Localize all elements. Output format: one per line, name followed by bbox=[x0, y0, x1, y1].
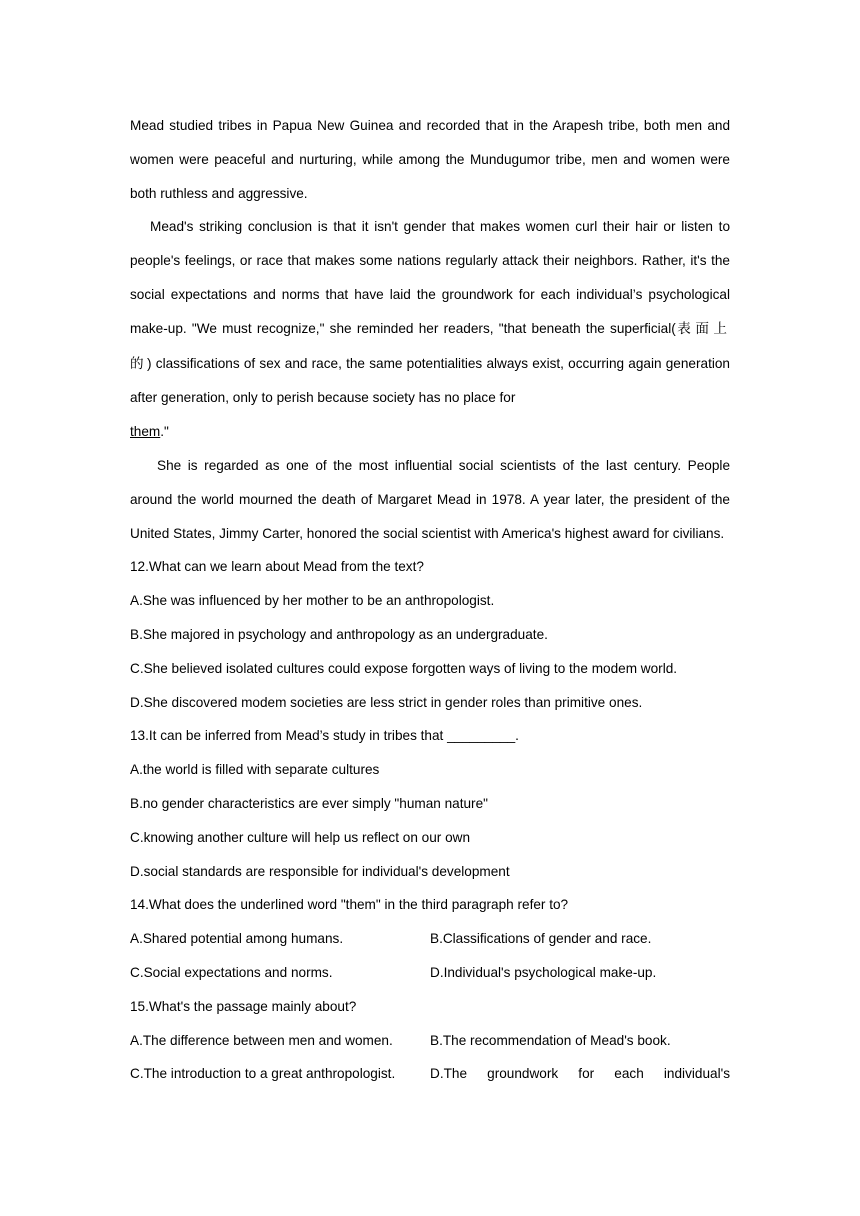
question-14-option-c: C.Social expectations and norms. bbox=[130, 964, 333, 980]
question-15-option-a: A.The difference between men and women. bbox=[130, 1032, 393, 1048]
question-15-option-c: C.The introduction to a great anthropologist. bbox=[130, 1066, 396, 1082]
question-15-option-b: B.The recommendation of Mead's book. bbox=[430, 1032, 671, 1048]
question-13-option-c: C.knowing another culture will help us reflect on our own bbox=[130, 829, 471, 845]
question-14-option-b: B.Classifications of gender and race. bbox=[430, 931, 652, 947]
passage-paragraph-3: She is regarded as one of the most influential social scientists of the last century. People around the world mourned the death of Margaret Mead in 1978. A year later, the president of the United States, Jimmy Carter, honored the social scientist with America's highest award for civilians. bbox=[130, 457, 730, 541]
question-12-option-c: C.She believed isolated cultures could expose forgotten ways of living to the modem world. bbox=[130, 660, 678, 676]
passage-paragraph-2 bbox=[130, 210, 730, 449]
question-12 bbox=[130, 550, 730, 719]
paragraph-2-text-a: Mead's striking conclusion is that it isn't gender that makes women curl their hair or listen to people's feelings, or race that makes some nations regularly attack their neighbors. Rather, it's the social expectations and norms that have laid the groundwork for each individual’s psychological make-up. "We must recognize," she reminded her readers, "that beneath the superficial( bbox=[130, 219, 730, 336]
question-15-options-row-1 bbox=[130, 1024, 730, 1058]
question-15-stem: 15.What's the passage mainly about? bbox=[130, 998, 357, 1014]
question-13-option-d: D.social standards are responsible for individual's development bbox=[130, 863, 510, 879]
question-14-options-row-2 bbox=[130, 956, 730, 990]
paragraph-2-end: ." bbox=[160, 424, 169, 440]
question-13-option-a: A.the world is filled with separate cultures bbox=[130, 762, 380, 778]
question-14-options-row-1 bbox=[130, 922, 730, 956]
document-content bbox=[130, 109, 730, 1091]
chinese-gloss: 表面上的 bbox=[130, 320, 731, 372]
paragraph-2-text-b: ) classifications of sex and race, the same potentialities always exist, occurring again generation after generation, only to perish because society has no place for bbox=[130, 355, 730, 406]
underlined-word-them: them bbox=[130, 424, 161, 440]
question-12-option-b: B.She majored in psychology and anthropology as an undergraduate. bbox=[130, 626, 548, 642]
question-14 bbox=[130, 888, 730, 989]
question-13-stem: 13.It can be inferred from Mead’s study in tribes that _________. bbox=[130, 728, 519, 744]
question-13 bbox=[130, 719, 730, 888]
question-12-option-a: A.She was influenced by her mother to be an anthropologist. bbox=[130, 593, 495, 609]
question-12-option-d: D.She discovered modem societies are less strict in gender roles than primitive ones. bbox=[130, 694, 643, 710]
question-15-option-d: D.The groundwork for each individual's bbox=[430, 1066, 730, 1082]
question-15-options-row-2 bbox=[130, 1057, 730, 1091]
question-14-option-d: D.Individual's psychological make-up. bbox=[430, 964, 657, 980]
question-13-option-b: B.no gender characteristics are ever simply "human nature" bbox=[130, 795, 488, 811]
passage-paragraph-1: Mead studied tribes in Papua New Guinea and recorded that in the Arapesh tribe, both men and women were peaceful and nurturing, while among the Mundugumor tribe, men and women were both ruthless and aggressive. bbox=[130, 118, 730, 201]
question-14-stem: 14.What does the underlined word "them" in the third paragraph refer to? bbox=[130, 897, 569, 913]
question-12-stem: 12.What can we learn about Mead from the text? bbox=[130, 559, 424, 575]
question-14-option-a: A.Shared potential among humans. bbox=[130, 931, 344, 947]
question-15 bbox=[130, 990, 730, 1091]
